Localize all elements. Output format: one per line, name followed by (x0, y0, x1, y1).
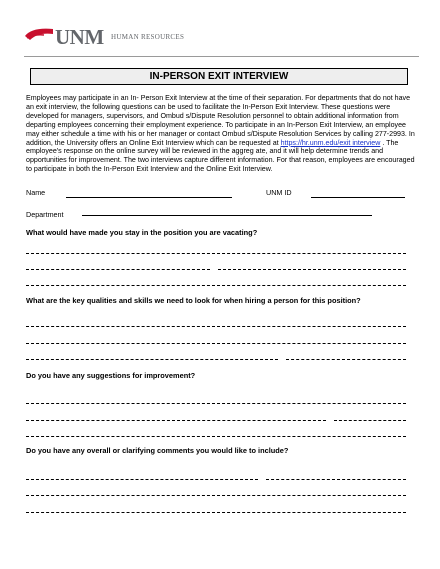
department-field[interactable] (82, 215, 372, 216)
answer-line[interactable] (266, 479, 406, 480)
answer-line[interactable] (26, 253, 406, 254)
unm-id-field[interactable] (311, 197, 405, 198)
intro-text-2: . The employee's response on the online survey will be reviewed in the aggreg ate, and it will help determine trends and opportunities for improvement. The two interviews capture different information. For that reason, employees are encouraged to participate in both the In-Person Exit Interview and the Online Exit Interview. (26, 138, 415, 174)
answer-line[interactable] (26, 403, 406, 404)
online-exit-interview-link[interactable]: https://hr.unm.edu/exit interview (280, 138, 381, 147)
intro-text-1: Employees may participate in an In- Person Exit Interview at the time of their separation. For departments that do not have an exit interview, the following questions can be used to facilitate the In-Person Exit Interview. These questions were developed for managers, supervisors, and Ombud s/Dispute Resolution personnel to obtain additional information from departing employees concerning their employment experience. To participate in an In-Person Exit Interview, an employee may either schedule a time with his or her manager or contact Ombud s/Dispute Resolution Services by calling 277-2993. In addition, the University offers an Online Exit Interview which can be requested at (26, 94, 415, 147)
unm-logo-icon (24, 26, 54, 44)
answer-line[interactable] (26, 326, 406, 327)
answer-line[interactable] (334, 420, 406, 421)
department-label: Department (26, 210, 64, 219)
question-2: What are the key qualities and skills we need to look for when hiring a person for this position? (26, 296, 361, 305)
name-label: Name (26, 188, 46, 197)
answer-line[interactable] (26, 269, 210, 270)
header (24, 24, 419, 50)
answer-line[interactable] (286, 359, 406, 360)
page-title: IN-PERSON EXIT INTERVIEW (30, 68, 408, 85)
answer-line[interactable] (26, 436, 406, 437)
answer-line[interactable] (26, 420, 326, 421)
department-name: HUMAN RESOURCES (111, 33, 185, 41)
logo-text: UNM (55, 25, 104, 49)
answer-line[interactable] (218, 269, 406, 270)
answer-line[interactable] (26, 359, 278, 360)
answer-line[interactable] (26, 285, 406, 286)
question-4: Do you have any overall or clarifying comments you would like to include? (26, 446, 289, 455)
answer-line[interactable] (26, 479, 258, 480)
question-3: Do you have any suggestions for improvement? (26, 371, 196, 380)
name-field[interactable] (66, 197, 232, 198)
answer-line[interactable] (26, 495, 406, 496)
answer-line[interactable] (26, 512, 406, 513)
header-divider (24, 56, 419, 57)
intro-paragraph (26, 94, 416, 174)
unm-id-label: UNM ID (266, 188, 292, 197)
answer-line[interactable] (26, 343, 406, 344)
question-1: What would have made you stay in the position you are vacating? (26, 228, 258, 237)
